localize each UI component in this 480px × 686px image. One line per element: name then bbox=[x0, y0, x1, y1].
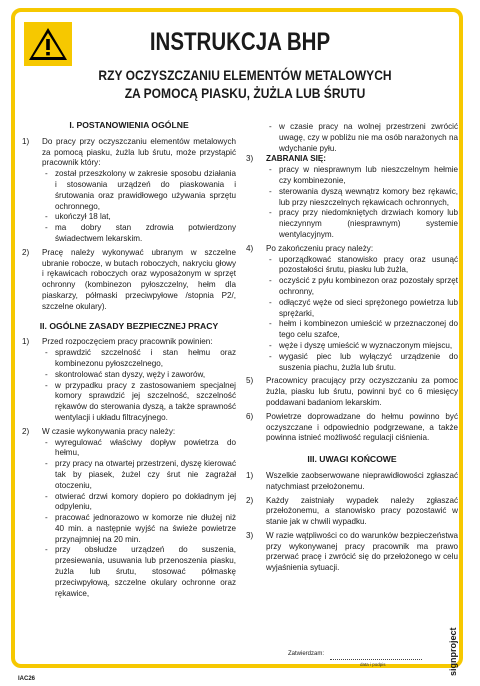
list-item: 2) Każdy zaistniały wypadek należy zgłaszać przełożonemu, a stanowisko pracy pozostawić w stanie jak w chwili wypadku. bbox=[246, 495, 458, 527]
list-item: 3) W razie wątpliwości co do warunków bezpieczeństwa przy wykonywanej pracy pracownik ma prawo przerwać pracę i zwrócić się do przełożonego w celu wyjaśnienia sytuacji. bbox=[246, 530, 458, 573]
signature-caption: data i podpis bbox=[360, 662, 386, 667]
list-item: 3) ZABRANIA SIĘ: - pracy w niesprawnym lub nieszczelnym hełmie czy kombinezonie, - sterowania dyszą wewnątrz komory bez rękawic, lub przy nieszczelnych rękawicach ochronnych, - pracy przy niedomkniętych drzwiach komory lub nieczynnym (niesprawnym) systemie wentylacyjnym. bbox=[246, 154, 458, 240]
list-item: 2) W czasie wykonywania pracy należy: - wyregulować właściwy dopływ powietrza do hełmu, - przy pracy na otwartej przestrzeni, dyszę kierować tak by piasek, żużel czy śrut nie zagrażał otoczeniu, - otwierać drzwi komory dopiero po dokładnym jej odpyleniu, - pracować jednorazowo w komorze nie dłużej niż 40 min. a następnie wyjść na świeże powietrze przynajmniej na 20 min. - przy obsłudze urządzeń do suszenia, przesiewania, usuwania lub przenoszenia piasku, żużla lub śrutu, stosować półmaskę przeciwpyłową, szczelne okulary ochronne oraz rękawice, bbox=[22, 427, 236, 600]
sign-code: IAC26 bbox=[18, 676, 36, 682]
left-column bbox=[22, 118, 236, 602]
right-column: - w czasie pracy na wolnej przestrzeni zwrócić uwagę, czy w pobliżu nie ma osób narażonych na wdychanie pyłu. 3) ZABRANIA SIĘ: - pracy w niesprawnym lub nieszczelnym hełmie czy kombinezonie, - sterowania dyszą wewnątrz komory bez rękawic, lub przy nieszczelnych rękawicach ochronnych, - pracy przy niedomkniętych drzwiach komory lub nieczynnym (niesprawnym) systemie wentylacyjnym. 4) Po zakończeniu pracy należy: - uporządkować stanowisko pracy oraz usunąć pozostałości śrutu, piasku lub żużla, - oczyścić z pyłu kombinezon oraz pozostały sprzęt ochronny, - odłączyć węże od sieci sprężonego powietrza lub sprężarki, - hełm i kombinezon umieścić w przeznaczonej do tego celu szafce, - węże i dyszę umieścić w wyznaczonym miejscu, - wygasić piec lub wyłączyć urządzenie do suszenia piachu, żużla lub śrutu. 5) Pracownicy pracujący przy oczyszczaniu za pomoc żużla, piasku lub śrutu, powinni być co 6 miesięcy poddawani badaniom lekarskim. 6) Powietrze doprowadzane do hełmu powinno być oczyszczane i odpowiednio podgrzewane, a także powinna istnieć możliwość regulacji ciśnienia. III. UWAGI KOŃCOWE 1) Wszelkie zaobserwowane nieprawidłowości zgłaszać natychmiast przełożonemu. 2) Każdy zaistniały wypadek należy zgłaszać przełożonemu, a stanowisko pracy pozostawić w stanie jak w chwili wypadku. 3) W razie wątpliwości co do warunków bezpieczeństwa przy wykonywanej pracy pracownik ma prawo przerwać pracę i zwrócić się do przełożonego w celu wyjaśnienia sytuacji. bbox=[246, 122, 458, 577]
list-item: 1) Do pracy przy oczyszczaniu elementów metalowych za pomocą piasku, żużla lub śrutu, może przystąpić pracownik który: - został przeszkolony w zakresie sposobu działania i stosowania urządzeń do piaskowania i śrutowania oraz prawidłowego używania sprzętu ochronnego, - ukończył 18 lat, - ma dobry stan zdrowia potwierdzony świadectwem lekarskim. bbox=[22, 137, 236, 245]
section-title-2: II. OGÓLNE ZASADY BEZPIECZNEJ PRACY bbox=[39, 320, 219, 331]
approval-label: Zatwierdzam: bbox=[288, 651, 325, 657]
section-title-1: I. POSTANOWIENIA OGÓLNE bbox=[69, 120, 189, 130]
list-item: 4) Po zakończeniu pracy należy: - uporządkować stanowisko pracy oraz usunąć pozostałości śrutu, piasku lub żużla, - oczyścić z pyłu kombinezon oraz pozostały sprzęt ochronny, - odłączyć węże od sieci sprężonego powietrza lub sprężarki, - hełm i kombinezon umieścić w przeznaczonej do tego celu szafce, - węże i dyszę umieścić w wyznaczonym miejscu, - wygasić piec lub wyłączyć urządzenie do suszenia piachu, żużla lub śrutu. bbox=[246, 244, 458, 374]
signature-line bbox=[330, 659, 422, 660]
brand-logo: signproject bbox=[448, 627, 458, 676]
list-item: 1) Przed rozpoczęciem pracy pracownik powinien: - sprawdzić szczelność i stan hełmu oraz kombinezonu pyłoszczelnego, - skontrolować stan dyszy, węży i zaworów, - w przypadku pracy z zastosowaniem specjalnej komory sprawdzić jej szczelność, szczelność rękawów do sterowania dyszą, a także sprawność wentylacji i układu filtracyjnego. bbox=[22, 337, 236, 423]
list-item: 5) Pracownicy pracujący przy oczyszczaniu za pomoc żużla, piasku lub śrutu, powinni być co 6 miesięcy poddawani badaniom lekarskim. bbox=[246, 376, 458, 407]
list-item: 2) Pracę należy wykonywać ubranym w szczelne ubranie robocze, w butach roboczych, nakryciu głowy i rękawicach roboczych oraz wyposażonym w sprzęt ochronny (kombinezon pyłoszczelny, hełm dla piaskarzy, półmaski przeciwpyłowe /stopnia P2/, szczelne okulary). bbox=[22, 247, 236, 311]
section-title-3: III. UWAGI KOŃCOWE bbox=[307, 454, 397, 465]
list-item: 1) Wszelkie zaobserwowane nieprawidłowości zgłaszać natychmiast przełożonemu. bbox=[246, 470, 458, 491]
page-subtitle: RZY OCZYSZCZANIU ELEMENTÓW METALOWYCH ZA POMOCĄ PIASKU, ŻUŻLA LUB ŚRUTU bbox=[98, 67, 392, 101]
page-title: INSTRUKCJA BHP bbox=[149, 28, 331, 56]
list-item: 6) Powietrze doprowadzane do hełmu powinno być oczyszczane i odpowiednio podgrzewane, a także powinna istnieć możliwość regulacji ciśnienia. bbox=[246, 411, 458, 443]
